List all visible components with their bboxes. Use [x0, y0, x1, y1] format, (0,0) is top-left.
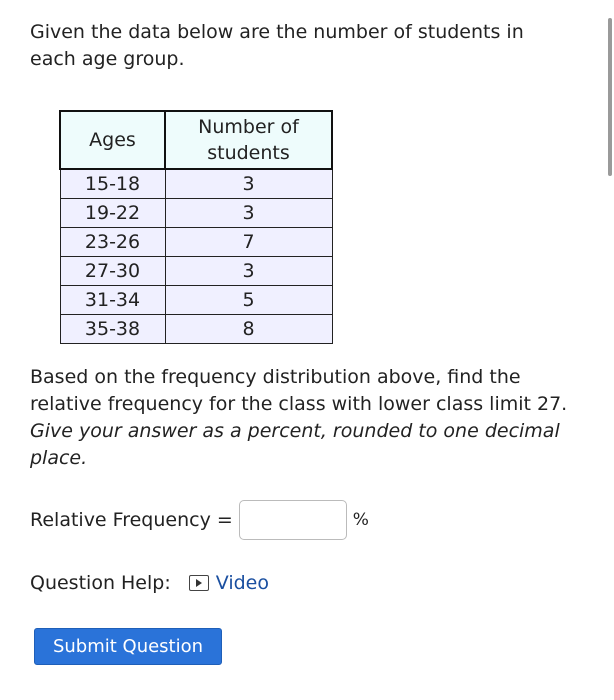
frequency-table [59, 110, 333, 344]
submit-question-button[interactable]: Submit Question [34, 628, 222, 665]
play-video-icon [189, 575, 209, 591]
question-instruction: Give your answer as a percent, rounded to one decimal place. [30, 420, 560, 469]
percent-unit: % [352, 510, 369, 530]
video-link-label: Video [215, 572, 269, 594]
relative-frequency-input[interactable] [239, 500, 347, 540]
table-row [60, 169, 332, 199]
question-text [30, 364, 580, 472]
question-body: Based on the frequency distribution above, find the relative frequency for the class with lower class limit 27. [30, 366, 568, 415]
header-number-of-students: Number of students [165, 111, 332, 169]
question-help-label: Question Help: [30, 572, 171, 594]
table-row [60, 199, 332, 228]
count-cell: 3 [165, 257, 332, 286]
age-cell: 35-38 [60, 315, 165, 344]
age-cell: 15-18 [60, 169, 165, 199]
count-cell: 5 [165, 286, 332, 315]
answer-label: Relative Frequency = [30, 509, 233, 531]
age-cell: 31-34 [60, 286, 165, 315]
answer-row [30, 498, 369, 542]
table-row [60, 257, 332, 286]
intro-text: Given the data below are the number of students in each age group. [30, 21, 524, 70]
count-cell: 3 [165, 199, 332, 228]
table-row [60, 315, 332, 344]
table-row [60, 286, 332, 315]
age-cell: 27-30 [60, 257, 165, 286]
video-link[interactable] [189, 572, 269, 594]
table-header-row [60, 111, 332, 169]
count-cell: 8 [165, 315, 332, 344]
count-cell: 7 [165, 228, 332, 257]
table-row [60, 228, 332, 257]
question-help [30, 572, 269, 594]
age-cell: 23-26 [60, 228, 165, 257]
age-cell: 19-22 [60, 199, 165, 228]
scrollbar[interactable] [608, 18, 612, 176]
count-cell: 3 [165, 169, 332, 199]
header-ages: Ages [60, 111, 165, 169]
